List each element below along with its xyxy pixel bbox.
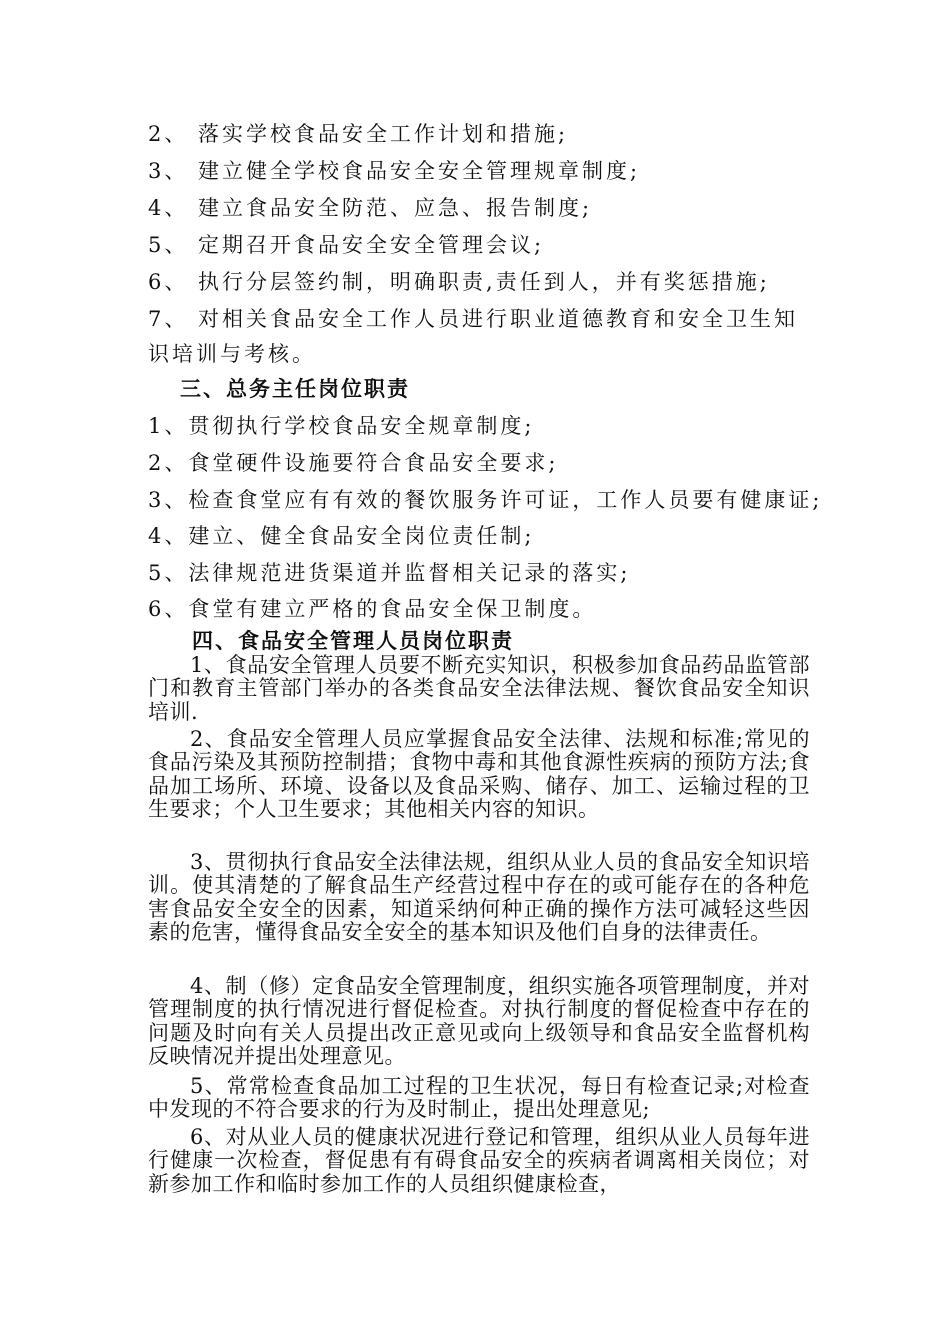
- paragraph: 3、贯彻执行食品安全法律法规，组织从业人员的食品安全知识培训。使其清楚的了解食品生产经营过程中存在的或可能存在的各种危害食品安全安全的因素，知道采纳何种正确的操作方法可减轻这些因素的危害，懂得食品安全安全的基本知识及他们自身的法律责任。: [148, 850, 810, 945]
- paragraph: 5、常常检查食品加工过程的卫生状况，每日有检查记录;对检查中发现的不符合要求的行为及时制止，提出处理意见;: [148, 1074, 810, 1122]
- list-item: 1、贯彻执行学校食品安全规章制度;: [148, 414, 535, 438]
- list-item: 6、 执行分层签约制，明确职责,责任到人，并有奖惩措施;: [148, 270, 770, 294]
- list-item: 2、 落实学校食品安全工作计划和措施;: [148, 122, 569, 146]
- paragraph: 2、食品安全管理人员应掌握食品安全法律、法规和标准;常见的食品污染及其预防控制措；食物中毒和其他食源性疾病的预防方法;食品加工场所、环境、设备以及食品采购、储存、加工、运输过程的卫生要求；个人卫生要求；其他相关内容的知识。: [148, 727, 810, 822]
- list-item: 4、 建立食品安全防范、应急、报告制度;: [148, 196, 593, 220]
- list-item: 2、食堂硬件设施要符合食品安全要求;: [148, 451, 559, 475]
- paragraph: 4、制（修）定食品安全管理制度，组织实施各项管理制度，并对管理制度的执行情况进行督促检查。对执行制度的督促检查中存在的问题及时向有关人员提出改正意见或向上级领导和食品安全监督机构反映情况并提出处理意见。: [148, 974, 810, 1069]
- list-item-continuation: 识培训与考核。: [148, 342, 316, 366]
- list-item: 4、建立、健全食品安全岗位责任制;: [148, 524, 535, 548]
- paragraph: 1、食品安全管理人员要不断充实知识，积极参加食品药品监管部门和教育主管部门举办的各类食品安全法律法规、餐饮食品安全知识培训.: [148, 653, 810, 724]
- paragraph: 6、对从业人员的健康状况进行登记和管理，组织从业人员每年进行健康一次检查，督促患有有碍食品安全的疾病者调离相关岗位；对新参加工作和临时参加工作的人员组织健康检查，: [148, 1125, 810, 1196]
- list-item: 3、检查食堂应有有效的餐饮服务许可证，工作人员要有健康证;: [148, 488, 823, 512]
- list-item: 5、法律规范进货渠道并监督相关记录的落实;: [148, 561, 631, 585]
- section-heading: 四、食品安全管理人员岗位职责: [192, 628, 514, 653]
- list-item: 5、 定期召开食品安全安全管理会议;: [148, 233, 545, 257]
- list-item: 3、 建立健全学校食品安全安全管理规章制度;: [148, 159, 641, 183]
- list-item: 7、 对相关食品安全工作人员进行职业道德教育和安全卫生知: [148, 307, 799, 331]
- list-item: 6、食堂有建立严格的食品安全保卫制度。: [148, 597, 597, 621]
- section-heading: 三、总务主任岗位职责: [180, 376, 410, 401]
